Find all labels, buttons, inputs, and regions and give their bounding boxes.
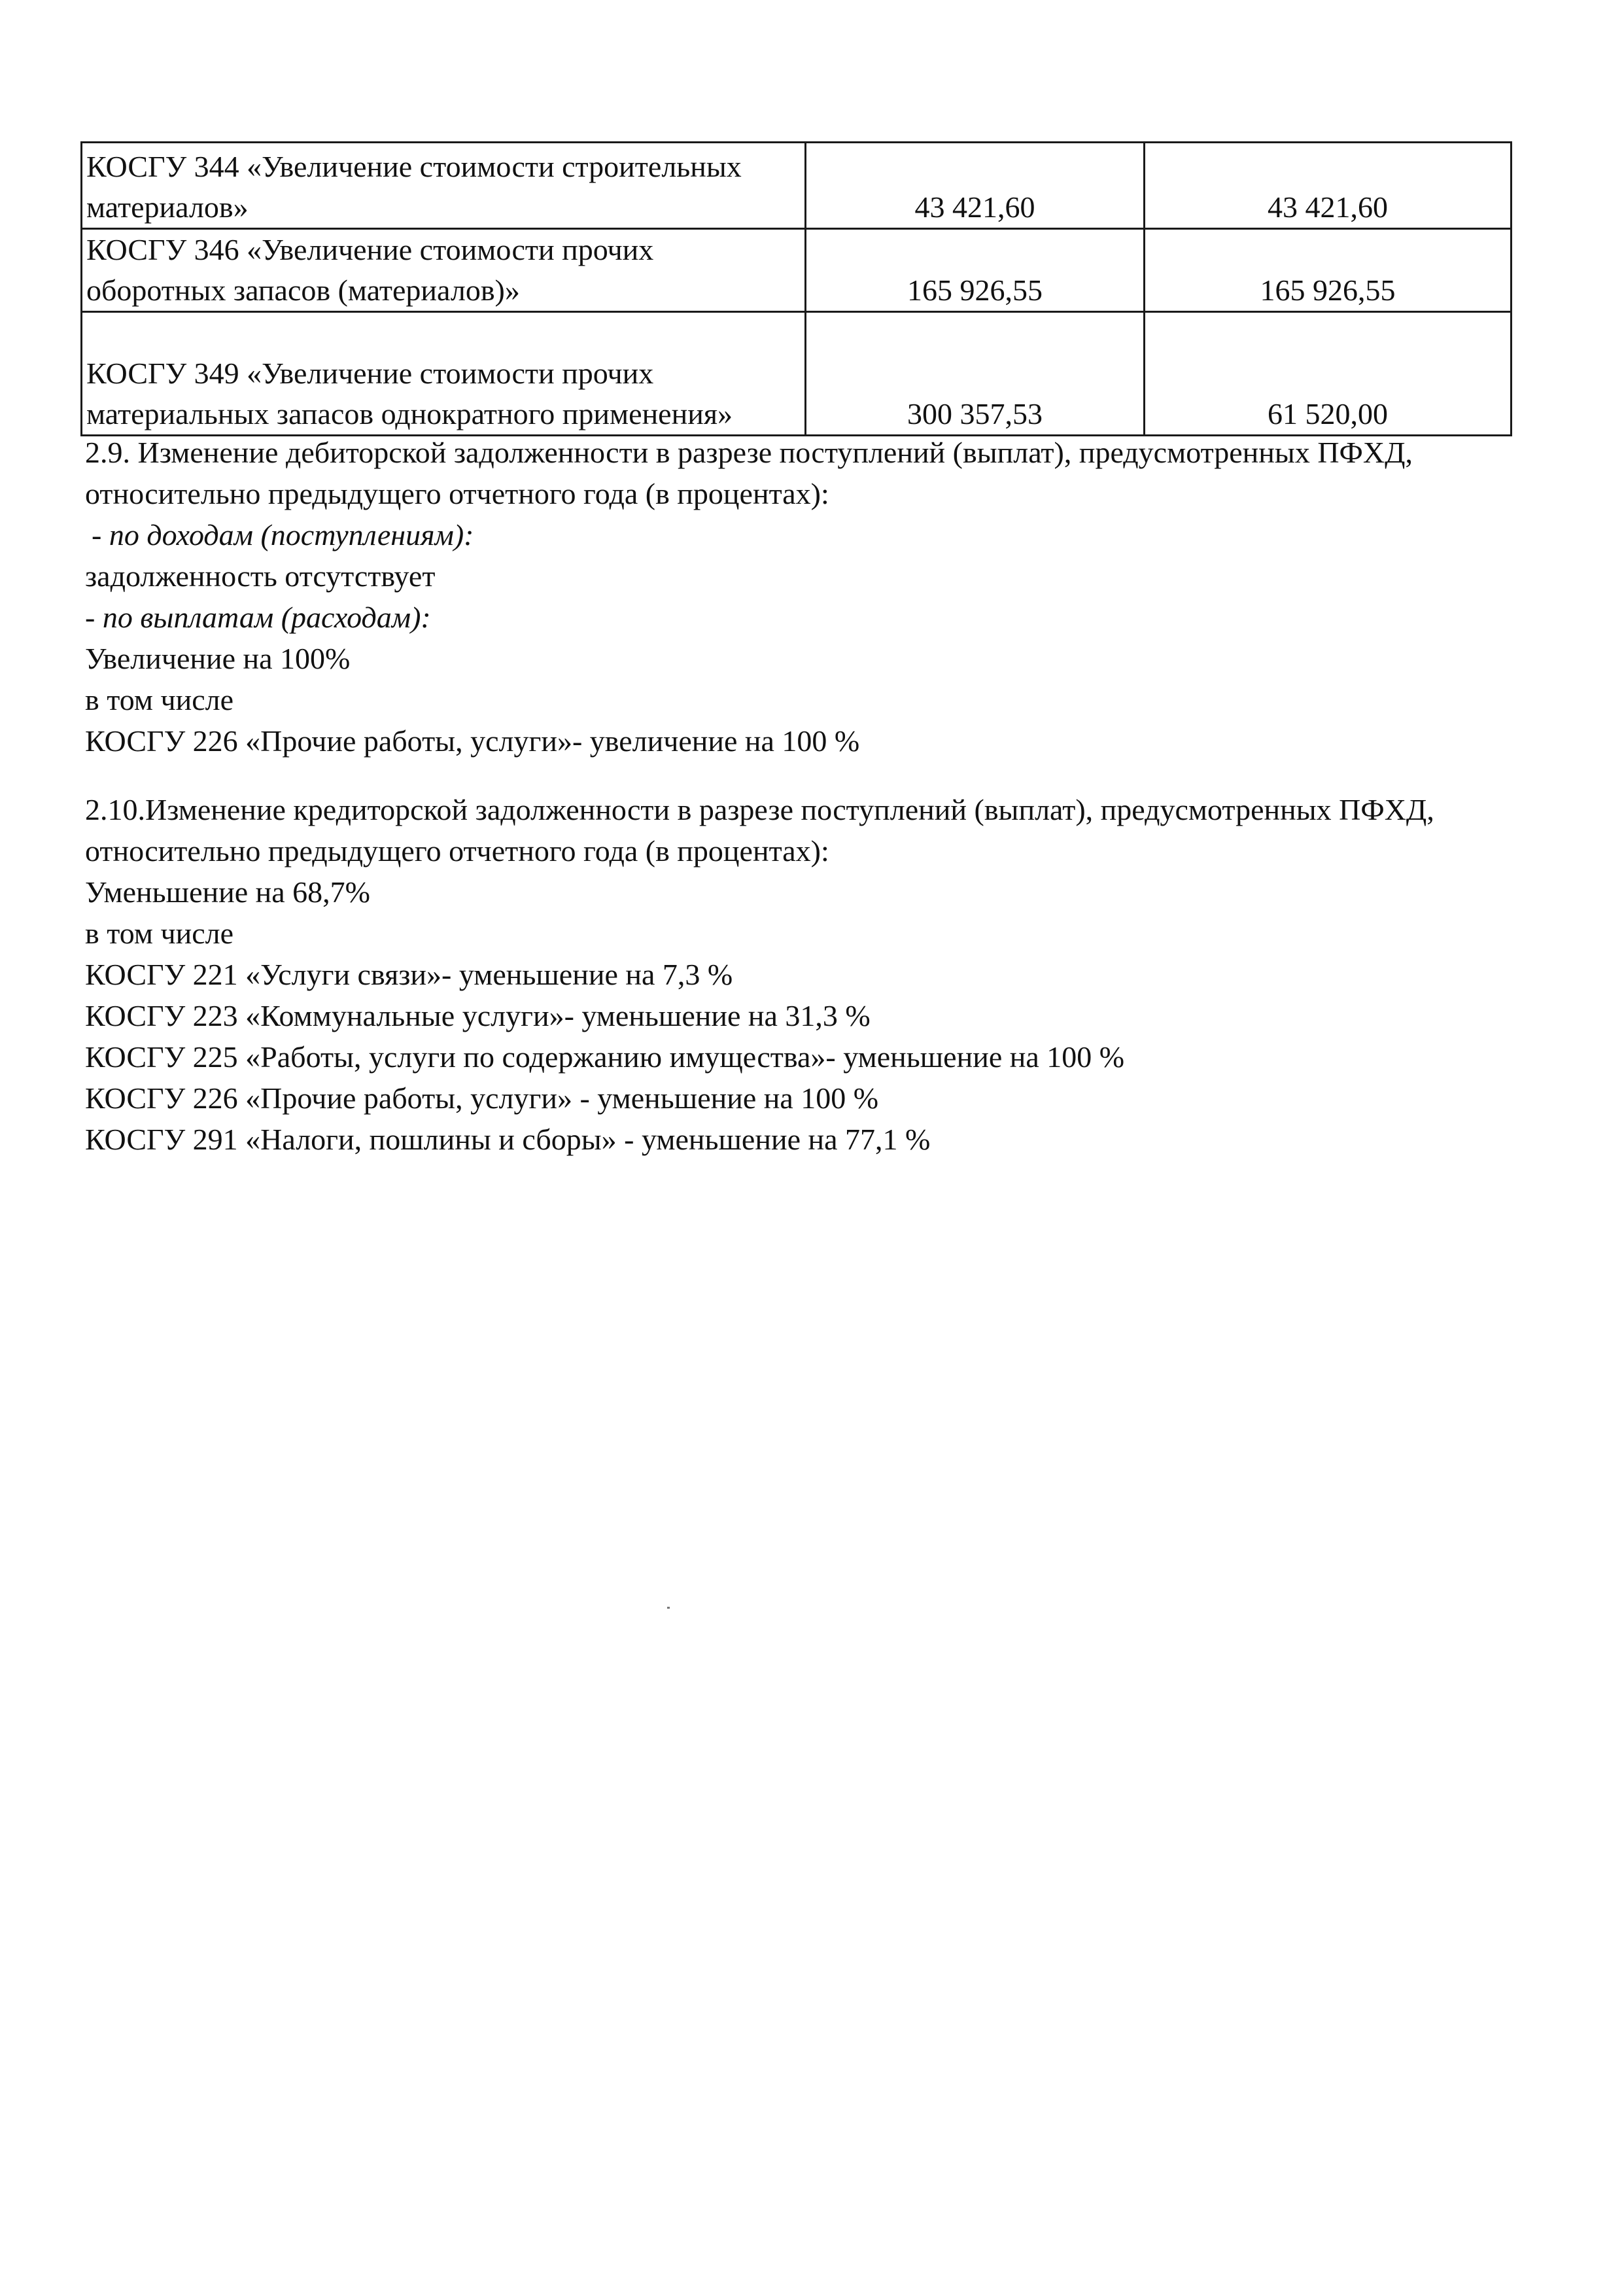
income-value: задолженность отсутствует bbox=[85, 559, 436, 593]
list-item: КОСГУ 226 «Прочие работы, услуги»- увеличение на 100 % bbox=[85, 724, 860, 758]
section-2-9 bbox=[85, 432, 1557, 762]
including-label: в том числе bbox=[85, 683, 233, 716]
scan-speck bbox=[667, 1607, 670, 1609]
expense-total: Увеличение на 100% bbox=[85, 642, 351, 675]
total-change: Уменьшение на 68,7% bbox=[85, 875, 370, 909]
list-item: КОСГУ 226 «Прочие работы, услуги» - уменьшение на 100 % bbox=[85, 1081, 879, 1115]
row-label: КОСГУ 346 «Увеличение стоимости прочих оборотных запасов (материалов)» bbox=[82, 229, 806, 312]
row-value-1: 43 421,60 bbox=[806, 143, 1145, 229]
expense-table bbox=[80, 141, 1512, 436]
row-label: КОСГУ 349 «Увеличение стоимости прочих материальных запасов однократного применения» bbox=[82, 312, 806, 436]
expense-label: - по выплатам (расходам): bbox=[85, 601, 431, 634]
section-heading: 2.10.Изменение кредиторской задолженности в разрезе поступлений (выплат), предусмотренных ПФХД, bbox=[85, 793, 1434, 826]
list-item: КОСГУ 291 «Налоги, пошлины и сборы» - уменьшение на 77,1 % bbox=[85, 1123, 931, 1156]
row-value-1: 300 357,53 bbox=[806, 312, 1145, 436]
row-label: КОСГУ 344 «Увеличение стоимости строительных материалов» bbox=[82, 143, 806, 229]
section-2-10 bbox=[85, 789, 1557, 1160]
paragraph-gap bbox=[85, 762, 1557, 789]
row-value-2: 43 421,60 bbox=[1145, 143, 1512, 229]
document-body bbox=[85, 432, 1557, 1160]
table-row bbox=[82, 143, 1512, 229]
including-label: в том числе bbox=[85, 917, 233, 950]
row-value-2: 165 926,55 bbox=[1145, 229, 1512, 312]
table-row bbox=[82, 312, 1512, 436]
row-value-2: 61 520,00 bbox=[1145, 312, 1512, 436]
table-row bbox=[82, 229, 1512, 312]
section-heading: 2.9. Изменение дебиторской задолженности в разрезе поступлений (выплат), предусмотренных ПФХД, bbox=[85, 436, 1413, 469]
section-heading-continued: относительно предыдущего отчетного года (в процентах): bbox=[85, 834, 829, 867]
list-item: КОСГУ 221 «Услуги связи»- уменьшение на 7,3 % bbox=[85, 958, 733, 991]
section-heading-continued: относительно предыдущего отчетного года (в процентах): bbox=[85, 477, 829, 510]
income-label: - по доходам (поступлениям): bbox=[92, 518, 474, 552]
row-value-1: 165 926,55 bbox=[806, 229, 1145, 312]
list-item: КОСГУ 223 «Коммунальные услуги»- уменьшение на 31,3 % bbox=[85, 999, 871, 1032]
list-item: КОСГУ 225 «Работы, услуги по содержанию имущества»- уменьшение на 100 % bbox=[85, 1040, 1125, 1074]
